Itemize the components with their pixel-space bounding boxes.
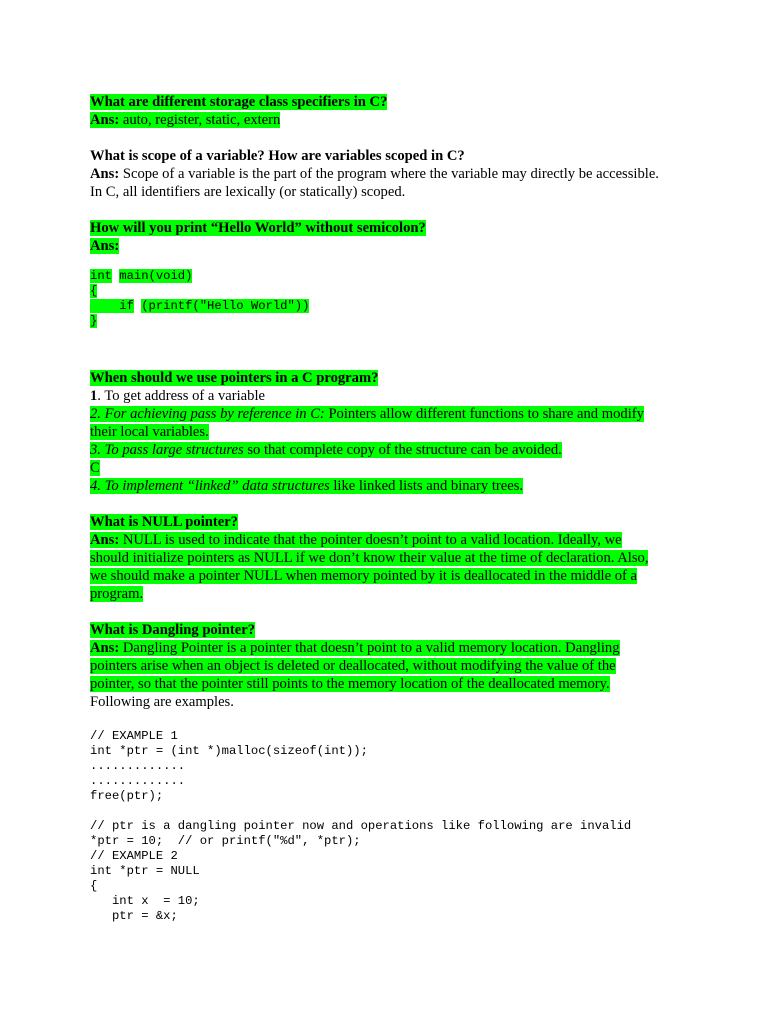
q4-question-line [90, 369, 690, 387]
q6-code-line: int x = 10; [90, 894, 200, 908]
q4-item4-text: like linked lists and binary trees. [329, 478, 524, 494]
spacer [90, 329, 690, 369]
q3-question-line [90, 219, 690, 237]
q6-code-line: *ptr = 10; // or printf("%d", *ptr); [90, 834, 361, 848]
q6-code-line [90, 804, 690, 819]
q5-answer-line1 [90, 531, 690, 549]
q5-question: What is NULL pointer? [90, 514, 238, 530]
blank-line [90, 603, 690, 621]
q3-code-1b: main(void) [119, 269, 193, 283]
q6-answer-line2 [90, 657, 690, 675]
q2-question-line [90, 147, 690, 165]
q4-item4 [90, 477, 690, 495]
q3-code-line3 [90, 299, 690, 314]
q2-question: What is scope of a variable? How are variables scoped in C? [90, 148, 465, 164]
q6-text3: pointer, so that the pointer still points to the memory location of the deallocated memory. [90, 676, 610, 692]
q3-code-line4 [90, 314, 690, 329]
spacer [90, 711, 690, 729]
q6-code-line: { [90, 879, 98, 893]
blank-line [90, 129, 690, 147]
blank-line [90, 495, 690, 513]
q4-item3-label: 3. To pass large structures [90, 442, 244, 458]
q3-code-line2 [90, 284, 690, 299]
q6-code-line: // EXAMPLE 2 [90, 849, 178, 863]
q5-text4: program. [90, 586, 144, 602]
q6-text2: pointers arise when an object is deleted or deallocated, without modifying the value of the [90, 658, 616, 674]
q6-code-line: int *ptr = (int *)malloc(sizeof(int)); [90, 744, 368, 758]
q5-text2: should initialize pointers as NULL if we don’t know their value at the time of declaration. Also, [90, 550, 649, 566]
q4-item3 [90, 441, 690, 459]
q6-code-line: free(ptr); [90, 789, 164, 803]
q3-question: How will you print “Hello World” without semicolon? [90, 220, 426, 236]
q4-item1-num: 1 [90, 388, 98, 404]
q6-ans-label: Ans: [90, 640, 120, 656]
q4-stray-line [90, 459, 690, 477]
document-page [90, 93, 690, 924]
q6-answer-line1 [90, 639, 690, 657]
q4-item1-text: . To get address of a variable [97, 388, 265, 404]
q4-item4-label: 4. To implement “linked” data structures [90, 478, 330, 494]
q6-text1: Dangling Pointer is a pointer that doesn’t point to a valid memory location. Dangling [119, 640, 620, 656]
q3-code-1a: int [90, 269, 112, 283]
q6-question-line [90, 621, 690, 639]
q6-question: What is Dangling pointer? [90, 622, 256, 638]
q6-code-line: ............. [90, 774, 186, 788]
q2-answer-text1: Scope of a variable is the part of the program where the variable may directly be accessible. [119, 166, 659, 182]
q1-question: What are different storage class specifiers in C? [90, 94, 388, 110]
q4-item1 [90, 387, 690, 405]
q2-answer-text2: In C, all identifiers are lexically (or statically) scoped. [90, 184, 406, 200]
q4-item2 [90, 405, 690, 423]
q4-item2-text: Pointers allow different functions to share and modify [324, 406, 644, 422]
q2-answer-line2 [90, 183, 690, 201]
q3-answer-line [90, 237, 690, 255]
q5-text3: we should make a pointer NULL when memory pointed by it is deallocated in the middle of a [90, 568, 637, 584]
q6-answer-line3 [90, 675, 690, 693]
q3-code-line1 [90, 269, 690, 284]
q1-answer-line [90, 111, 690, 129]
q3-code-3b: (printf("Hello World")) [141, 299, 310, 313]
q5-question-line [90, 513, 690, 531]
q1-question-line [90, 93, 690, 111]
q6-code-line: // ptr is a dangling pointer now and operations like following are invalid [90, 819, 632, 833]
q4-item2-cont: their local variables. [90, 424, 209, 440]
q3-code-3a: if [90, 299, 134, 313]
q6-answer-line4 [90, 693, 690, 711]
q4-question: When should we use pointers in a C program? [90, 370, 379, 386]
q4-item2-cont-line [90, 423, 690, 441]
q3-code-2: { [90, 284, 98, 298]
blank-line [90, 201, 690, 219]
q6-text4: Following are examples. [90, 694, 234, 710]
q6-code-line: // EXAMPLE 1 [90, 729, 178, 743]
q6-code-line: ............. [90, 759, 186, 773]
q6-code-line: int *ptr = NULL [90, 864, 200, 878]
q3-code-4: } [90, 314, 98, 328]
q2-ans-label: Ans: [90, 166, 120, 182]
q1-answer: auto, register, static, extern [119, 112, 281, 128]
q3-ans-label: Ans: [90, 238, 120, 254]
q5-ans-label: Ans: [90, 532, 120, 548]
q4-stray: C [90, 460, 100, 476]
q5-text1: NULL is used to indicate that the pointer doesn’t point to a valid location. Ideally, we [119, 532, 622, 548]
q2-answer-line1 [90, 165, 690, 183]
spacer [90, 255, 690, 269]
q4-item2-label: 2. For achieving pass by reference in C: [90, 406, 325, 422]
q5-answer-line3 [90, 567, 690, 585]
q4-item3-text: so that complete copy of the structure can be avoided. [243, 442, 562, 458]
q5-answer-line4 [90, 585, 690, 603]
q1-ans-label: Ans: [90, 112, 120, 128]
q6-code-line: ptr = &x; [90, 909, 178, 923]
q5-answer-line2 [90, 549, 690, 567]
